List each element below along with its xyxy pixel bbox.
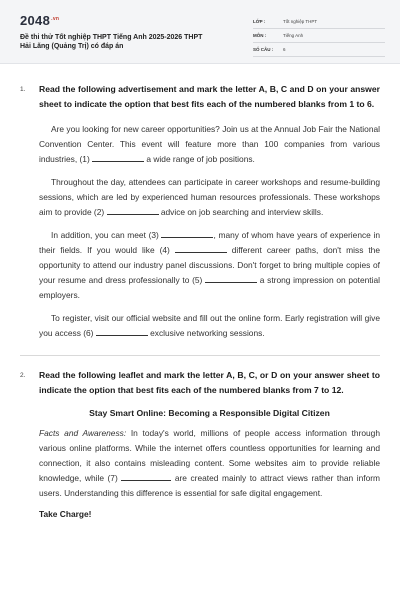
passage-paragraph [39,311,380,341]
passage-text: Throughout the day, attendees can participate in career workshops and resume-building sessions, which are led by experienced human resources professionals. These workshops aim to provide (2) [39,177,380,217]
exam-title-line2: Hải Lăng (Quảng Trị) có đáp án [20,43,124,50]
passage-text: exclusive networking sessions. [150,328,265,338]
passage-paragraph [39,122,380,167]
leaflet-subheading: Take Charge! [39,509,92,519]
meta-value: 6 [283,47,286,52]
passage-text: To register, visit our official website and fill out the online form. Early registration will give you access (6) [39,313,380,338]
section-label: Facts and Awareness: [39,428,127,438]
meta-value: Tiếng Anh [283,33,304,38]
answer-blank-3 [161,230,213,238]
passage-text: are created mainly to attract views rather than inform users. Understanding this difference is essential for safe digital engagement. [39,473,381,498]
logo-suffix: .vn [51,15,60,22]
question-1-heading [20,82,380,112]
answer-blank-7 [121,473,171,481]
meta-row-question-count [253,43,385,57]
site-logo[interactable] [20,13,59,28]
passage-text: In today's world, millions of people access information through various online platforms. While the internet offers countless opportunities for learning and connection, it also contains misleading content. Some websites aim to provide reliable knowledge, while (7) [39,428,380,483]
passage-paragraph [39,175,380,220]
meta-key: SỐ CÂU : [253,47,274,52]
meta-key: LỚP : [253,19,266,24]
meta-row-subject [253,29,385,43]
question-number: 1. [20,86,26,93]
passage-text: In addition, you can meet (3) [51,230,159,240]
passage-text: , many of whom have years of experience in their fields. If you would like (4) [39,230,380,255]
answer-blank-4 [175,245,227,253]
answer-blank-5 [205,275,257,283]
passage-paragraph [39,228,380,303]
meta-value: Tốt nghiệp THPT [283,19,318,24]
passage-text: a wide range of job positions. [146,154,255,164]
question-2-heading [20,368,380,398]
question-prompt: Read the following leaflet and mark the letter A, B, C, or D on your answer sheet to indicate the option that best fits each of the numbered blanks from 7 to 12. [39,370,380,395]
passage-text: advice on job searching and interview skills. [160,207,324,217]
question-prompt: Read the following advertisement and mark the letter A, B, C and D on your answer sheet to indicate the option that best fits each of the numbered blanks from 1 to 6. [39,84,380,109]
exam-content [20,82,380,519]
meta-row-class [253,15,385,29]
answer-blank-6 [96,328,148,336]
logo-text: 2048 [20,13,51,28]
answer-blank-1 [92,154,144,162]
leaflet-title: Stay Smart Online: Becoming a Responsible Digital Citizen [89,408,330,418]
passage-text: a strong impression on potential employers. [39,275,381,300]
meta-key: MÔN : [253,33,267,38]
exam-meta-table [253,15,385,57]
page-header [0,0,400,64]
question-number: 2. [20,372,26,379]
answer-blank-2 [107,207,159,215]
passage-text: Are you looking for new career opportunities? Join us at the Annual Job Fair the National Convention Center. This event will feature more than 100 companies from various industries, (1) [39,124,380,164]
section-divider [20,355,380,356]
exam-title-line1: Đề thi thử Tốt nghiệp THPT Tiếng Anh 2025-2026 THPT [20,34,203,41]
passage-text: different career paths, don't miss the opportunity to attend our industry panel discussions. Don't forget to bring multiple copies of your resume and dress professionally to (5) [39,245,380,285]
leaflet-paragraph [39,426,380,501]
exam-title [20,33,240,51]
